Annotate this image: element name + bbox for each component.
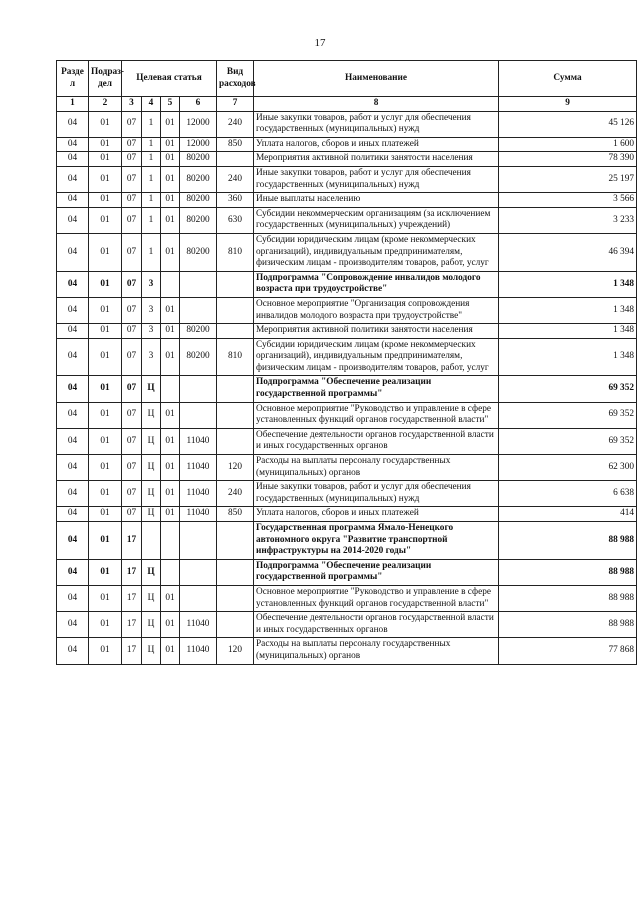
cell-naimenovanie: Обеспечение деятельности органов государственной власти и иных государственных органов [254,428,499,454]
cell-naimenovanie: Иные закупки товаров, работ и услуг для обеспечения государственных (муниципальных) нужд [254,111,499,137]
cell-summa: 1 348 [499,271,637,297]
cell-razdel: 04 [57,338,89,376]
cell-celevaya-3: 01 [161,612,180,638]
cell-celevaya-2: 1 [142,152,161,167]
col-index: 8 [254,97,499,112]
cell-podrazdel: 01 [89,271,122,297]
header-naimenovanie: Наименование [254,61,499,97]
cell-razdel: 04 [57,376,89,402]
cell-vid-rashodov: 630 [217,207,254,233]
cell-razdel: 04 [57,612,89,638]
cell-celevaya-2: Ц [142,507,161,522]
col-index: 3 [122,97,142,112]
cell-celevaya-1: 07 [122,233,142,271]
header-razdel: Разде л [57,61,89,97]
cell-celevaya-4: 11040 [180,638,217,664]
cell-celevaya-4 [180,522,217,560]
cell-celevaya-1: 07 [122,507,142,522]
cell-celevaya-1: 07 [122,481,142,507]
cell-summa: 69 352 [499,376,637,402]
cell-celevaya-3: 01 [161,338,180,376]
cell-vid-rashodov [217,402,254,428]
cell-podrazdel: 01 [89,585,122,611]
cell-summa: 3 566 [499,193,637,208]
cell-naimenovanie: Подпрограмма "Обеспечение реализации государственной программы" [254,559,499,585]
cell-celevaya-4: 80200 [180,166,217,192]
cell-celevaya-2: 3 [142,324,161,339]
cell-vid-rashodov: 360 [217,193,254,208]
cell-celevaya-2: 1 [142,233,161,271]
cell-vid-rashodov [217,585,254,611]
cell-celevaya-1: 07 [122,338,142,376]
cell-naimenovanie: Расходы на выплаты персоналу государственных (муниципальных) органов [254,638,499,664]
cell-celevaya-4 [180,297,217,323]
cell-podrazdel: 01 [89,428,122,454]
cell-celevaya-2: 3 [142,271,161,297]
cell-naimenovanie: Субсидии юридическим лицам (кроме некоммерческих организаций), индивидуальным предпринимателям, физическим лицам - производителям товаров, работ, услуг [254,338,499,376]
cell-razdel: 04 [57,137,89,152]
budget-table [56,60,637,665]
table-row [57,193,637,208]
table-body [57,111,637,664]
cell-naimenovanie: Подпрограмма "Сопровождение инвалидов молодого возраста при трудоустройстве" [254,271,499,297]
cell-celevaya-1: 07 [122,376,142,402]
cell-celevaya-2: 3 [142,338,161,376]
cell-celevaya-1: 07 [122,271,142,297]
cell-celevaya-3: 01 [161,111,180,137]
cell-celevaya-1: 07 [122,402,142,428]
cell-celevaya-1: 17 [122,612,142,638]
cell-vid-rashodov: 240 [217,481,254,507]
cell-celevaya-4: 12000 [180,111,217,137]
cell-podrazdel: 01 [89,166,122,192]
table-row [57,137,637,152]
cell-naimenovanie: Мероприятия активной политики занятости населения [254,324,499,339]
cell-summa: 88 988 [499,612,637,638]
table-row [57,559,637,585]
cell-celevaya-1: 17 [122,559,142,585]
cell-celevaya-2: Ц [142,428,161,454]
cell-summa: 1 600 [499,137,637,152]
col-index: 5 [161,97,180,112]
header-celevaya-statya: Целевая статья [122,61,217,97]
cell-vid-rashodov: 120 [217,455,254,481]
table-row [57,111,637,137]
cell-celevaya-4: 11040 [180,455,217,481]
col-index: 2 [89,97,122,112]
cell-podrazdel: 01 [89,137,122,152]
cell-celevaya-1: 07 [122,152,142,167]
cell-celevaya-4 [180,585,217,611]
cell-naimenovanie: Иные закупки товаров, работ и услуг для обеспечения государственных (муниципальных) нужд [254,481,499,507]
cell-celevaya-4 [180,376,217,402]
cell-naimenovanie: Субсидии некоммерческим организациям (за исключением государственных (муниципальных) учреждений) [254,207,499,233]
cell-vid-rashodov: 120 [217,638,254,664]
table-row [57,507,637,522]
cell-celevaya-1: 17 [122,638,142,664]
cell-celevaya-4: 80200 [180,338,217,376]
cell-naimenovanie: Основное мероприятие "Руководство и управление в сфере установленных функций органов государственной власти" [254,585,499,611]
cell-celevaya-4: 80200 [180,324,217,339]
cell-podrazdel: 01 [89,207,122,233]
table-row [57,152,637,167]
cell-celevaya-1: 17 [122,522,142,560]
cell-naimenovanie: Основное мероприятие "Организация сопровождения инвалидов молодого возраста при трудоустройстве" [254,297,499,323]
cell-razdel: 04 [57,324,89,339]
cell-celevaya-3 [161,522,180,560]
cell-podrazdel: 01 [89,233,122,271]
cell-summa: 88 988 [499,559,637,585]
cell-celevaya-3: 01 [161,455,180,481]
cell-naimenovanie: Государственная программа Ямало-Ненецкого автономного округа "Развитие транспортной инфраструктуры на 2014-2020 годы" [254,522,499,560]
cell-razdel: 04 [57,193,89,208]
cell-celevaya-3: 01 [161,166,180,192]
cell-naimenovanie: Основное мероприятие "Руководство и управление в сфере установленных функций органов государственной власти" [254,402,499,428]
table-row [57,207,637,233]
table-row [57,402,637,428]
cell-celevaya-1: 07 [122,324,142,339]
table-row [57,585,637,611]
cell-naimenovanie: Иные выплаты населению [254,193,499,208]
cell-vid-rashodov [217,428,254,454]
cell-vid-rashodov [217,612,254,638]
cell-razdel: 04 [57,638,89,664]
cell-podrazdel: 01 [89,338,122,376]
cell-celevaya-1: 07 [122,455,142,481]
cell-celevaya-4: 11040 [180,507,217,522]
cell-razdel: 04 [57,152,89,167]
cell-celevaya-2: Ц [142,481,161,507]
cell-podrazdel: 01 [89,559,122,585]
table-row [57,338,637,376]
cell-celevaya-2: Ц [142,455,161,481]
table-row [57,324,637,339]
cell-razdel: 04 [57,207,89,233]
cell-podrazdel: 01 [89,193,122,208]
cell-celevaya-1: 07 [122,137,142,152]
cell-vid-rashodov: 240 [217,166,254,192]
cell-razdel: 04 [57,481,89,507]
cell-celevaya-1: 07 [122,428,142,454]
cell-summa: 46 394 [499,233,637,271]
cell-razdel: 04 [57,402,89,428]
cell-podrazdel: 01 [89,297,122,323]
table-row [57,638,637,664]
cell-celevaya-1: 17 [122,585,142,611]
table-row [57,271,637,297]
cell-celevaya-3: 01 [161,233,180,271]
cell-vid-rashodov [217,324,254,339]
cell-vid-rashodov [217,522,254,560]
cell-razdel: 04 [57,233,89,271]
cell-vid-rashodov [217,559,254,585]
cell-celevaya-1: 07 [122,111,142,137]
cell-vid-rashodov [217,376,254,402]
cell-summa: 414 [499,507,637,522]
cell-summa: 78 390 [499,152,637,167]
cell-celevaya-4 [180,559,217,585]
cell-celevaya-3: 01 [161,193,180,208]
cell-razdel: 04 [57,166,89,192]
cell-celevaya-4: 11040 [180,612,217,638]
cell-summa: 45 126 [499,111,637,137]
cell-celevaya-3: 01 [161,638,180,664]
column-index-row [57,97,637,112]
cell-naimenovanie: Уплата налогов, сборов и иных платежей [254,507,499,522]
cell-razdel: 04 [57,455,89,481]
cell-celevaya-3: 01 [161,297,180,323]
cell-podrazdel: 01 [89,152,122,167]
cell-podrazdel: 01 [89,638,122,664]
cell-celevaya-2: 1 [142,207,161,233]
cell-vid-rashodov: 810 [217,233,254,271]
cell-celevaya-3 [161,271,180,297]
cell-naimenovanie: Уплата налогов, сборов и иных платежей [254,137,499,152]
cell-celevaya-4 [180,402,217,428]
cell-summa: 6 638 [499,481,637,507]
cell-summa: 88 988 [499,522,637,560]
cell-summa: 25 197 [499,166,637,192]
cell-summa: 1 348 [499,338,637,376]
header-row [57,61,637,97]
cell-podrazdel: 01 [89,455,122,481]
cell-podrazdel: 01 [89,324,122,339]
col-index: 4 [142,97,161,112]
cell-celevaya-3: 01 [161,207,180,233]
col-index: 7 [217,97,254,112]
cell-celevaya-3: 01 [161,137,180,152]
cell-vid-rashodov [217,297,254,323]
cell-razdel: 04 [57,522,89,560]
cell-celevaya-4: 11040 [180,428,217,454]
table-row [57,376,637,402]
header-summa: Сумма [499,61,637,97]
table-row [57,297,637,323]
cell-podrazdel: 01 [89,376,122,402]
cell-celevaya-2: Ц [142,376,161,402]
cell-celevaya-1: 07 [122,207,142,233]
table-row [57,428,637,454]
cell-summa: 1 348 [499,324,637,339]
cell-podrazdel: 01 [89,402,122,428]
cell-vid-rashodov: 240 [217,111,254,137]
cell-celevaya-3: 01 [161,585,180,611]
cell-celevaya-4: 80200 [180,207,217,233]
cell-celevaya-1: 07 [122,193,142,208]
cell-celevaya-4: 80200 [180,152,217,167]
header-vid-rashodov: Вид расходов [217,61,254,97]
cell-celevaya-2: Ц [142,612,161,638]
cell-celevaya-2: 1 [142,137,161,152]
cell-summa: 3 233 [499,207,637,233]
col-index: 1 [57,97,89,112]
cell-summa: 69 352 [499,428,637,454]
cell-celevaya-3 [161,559,180,585]
cell-naimenovanie: Подпрограмма "Обеспечение реализации государственной программы" [254,376,499,402]
cell-celevaya-2 [142,522,161,560]
cell-celevaya-3: 01 [161,507,180,522]
cell-celevaya-1: 07 [122,166,142,192]
cell-celevaya-4: 11040 [180,481,217,507]
cell-celevaya-2: 1 [142,193,161,208]
cell-vid-rashodov [217,271,254,297]
cell-celevaya-4: 12000 [180,137,217,152]
cell-vid-rashodov: 850 [217,507,254,522]
cell-naimenovanie: Расходы на выплаты персоналу государственных (муниципальных) органов [254,455,499,481]
cell-summa: 1 348 [499,297,637,323]
col-index: 6 [180,97,217,112]
cell-razdel: 04 [57,297,89,323]
cell-celevaya-2: 1 [142,111,161,137]
cell-celevaya-2: Ц [142,559,161,585]
cell-podrazdel: 01 [89,481,122,507]
cell-vid-rashodov: 810 [217,338,254,376]
cell-celevaya-4 [180,271,217,297]
cell-celevaya-2: Ц [142,585,161,611]
cell-celevaya-3: 01 [161,481,180,507]
cell-celevaya-3 [161,376,180,402]
table-row [57,233,637,271]
cell-naimenovanie: Иные закупки товаров, работ и услуг для обеспечения государственных (муниципальных) нужд [254,166,499,192]
cell-celevaya-3: 01 [161,324,180,339]
cell-celevaya-1: 07 [122,297,142,323]
cell-razdel: 04 [57,271,89,297]
table-row [57,481,637,507]
cell-celevaya-3: 01 [161,152,180,167]
col-index: 9 [499,97,637,112]
cell-naimenovanie: Субсидии юридическим лицам (кроме некоммерческих организаций), индивидуальным предпринимателям, физическим лицам - производителям товаров, работ, услуг [254,233,499,271]
cell-podrazdel: 01 [89,111,122,137]
cell-naimenovanie: Мероприятия активной политики занятости населения [254,152,499,167]
header-podrazdel: Подраз- дел [89,61,122,97]
cell-summa: 77 868 [499,638,637,664]
cell-razdel: 04 [57,585,89,611]
cell-razdel: 04 [57,428,89,454]
page-number: 17 [314,37,326,49]
table-row [57,166,637,192]
table-row [57,455,637,481]
cell-celevaya-4: 80200 [180,193,217,208]
table-row [57,612,637,638]
cell-celevaya-4: 80200 [180,233,217,271]
cell-razdel: 04 [57,507,89,522]
cell-podrazdel: 01 [89,507,122,522]
cell-razdel: 04 [57,559,89,585]
cell-vid-rashodov: 850 [217,137,254,152]
cell-celevaya-3: 01 [161,428,180,454]
cell-naimenovanie: Обеспечение деятельности органов государственной власти и иных государственных органов [254,612,499,638]
cell-celevaya-2: Ц [142,638,161,664]
cell-summa: 88 988 [499,585,637,611]
cell-celevaya-2: 3 [142,297,161,323]
cell-podrazdel: 01 [89,522,122,560]
cell-summa: 69 352 [499,402,637,428]
table-row [57,522,637,560]
cell-celevaya-2: 1 [142,166,161,192]
cell-vid-rashodov [217,152,254,167]
cell-celevaya-3: 01 [161,402,180,428]
cell-razdel: 04 [57,111,89,137]
cell-celevaya-2: Ц [142,402,161,428]
cell-summa: 62 300 [499,455,637,481]
cell-podrazdel: 01 [89,612,122,638]
